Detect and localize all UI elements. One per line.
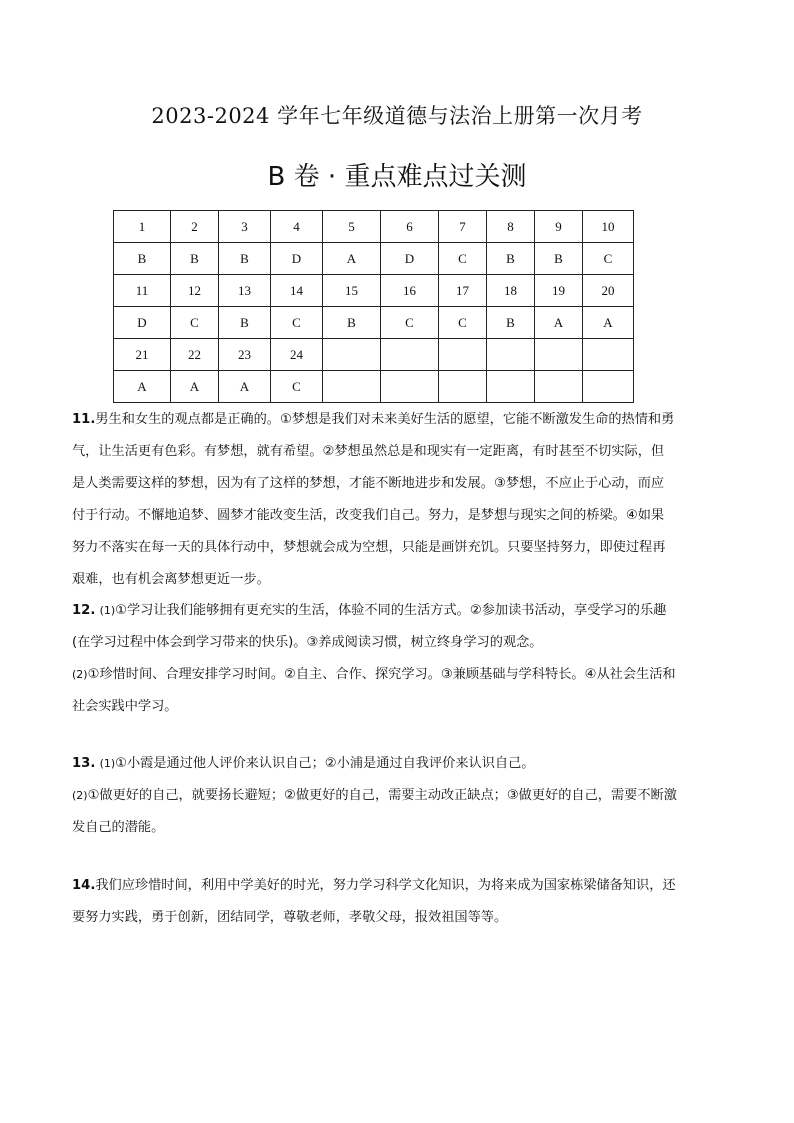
table-row — [114, 211, 634, 243]
table-cell: C — [271, 371, 323, 403]
question-number: 14. — [72, 878, 96, 893]
table-cell: 3 — [219, 211, 271, 243]
table-cell: 12 — [171, 275, 219, 307]
part-label: (1) — [99, 757, 116, 770]
table-row — [114, 371, 634, 403]
question-number: 11. — [72, 412, 96, 427]
exam-subtitle: B 卷 · 重点难点过关测 — [267, 162, 527, 192]
table-cell — [381, 339, 439, 371]
table-cell: 18 — [487, 275, 535, 307]
table-cell: C — [171, 307, 219, 339]
part-label: (2) — [72, 789, 88, 802]
question-number: 13. — [72, 756, 96, 771]
table-cell — [583, 371, 634, 403]
answer-text: ①做更好的自己，就要扬长避短；②做更好的自己，需要主动改正缺点；③做更好的自己，需要不断激发自己的潜能。 — [72, 788, 677, 835]
answer-text: ①小霞是通过他人评价来认识自己；②小浦是通过自我评价来认识自己。 — [115, 756, 535, 771]
table-cell — [535, 339, 583, 371]
table-cell — [583, 339, 634, 371]
table-cell: 15 — [323, 275, 381, 307]
table-cell: C — [271, 307, 323, 339]
answer-text: ①学习让我们能够拥有更充实的生活，体验不同的生活方式。②参加读书活动，享受学习的乐趣(在学习过程中体会到学习带来的快乐)。③养成阅读习惯，树立终身学习的观念。 — [72, 603, 667, 650]
table-cell: A — [219, 371, 271, 403]
table-cell: 19 — [535, 275, 583, 307]
table-cell: 1 — [114, 211, 171, 243]
part-label: (1) — [99, 604, 116, 617]
table-cell: B — [535, 243, 583, 275]
table-cell — [487, 371, 535, 403]
table-cell: B — [487, 307, 535, 339]
table-cell: 9 — [535, 211, 583, 243]
table-cell — [439, 339, 487, 371]
answer-table — [113, 210, 634, 403]
table-cell: 24 — [271, 339, 323, 371]
table-cell: B — [323, 307, 381, 339]
table-row — [114, 275, 634, 307]
answer-13 — [72, 748, 677, 844]
table-cell: C — [439, 243, 487, 275]
table-cell: 20 — [583, 275, 634, 307]
table-cell: 21 — [114, 339, 171, 371]
table-cell: 4 — [271, 211, 323, 243]
table-cell: 22 — [171, 339, 219, 371]
table-row — [114, 243, 634, 275]
table-cell: B — [114, 243, 171, 275]
table-cell: 11 — [114, 275, 171, 307]
table-cell: 13 — [219, 275, 271, 307]
answer-11 — [72, 404, 677, 596]
table-cell: C — [583, 243, 634, 275]
table-cell: A — [114, 371, 171, 403]
table-cell: A — [171, 371, 219, 403]
table-cell: C — [381, 307, 439, 339]
answer-12 — [72, 595, 677, 723]
table-cell: D — [381, 243, 439, 275]
table-cell: 16 — [381, 275, 439, 307]
answer-14 — [72, 870, 677, 934]
table-cell: C — [439, 307, 487, 339]
table-cell — [487, 339, 535, 371]
table-cell — [439, 371, 487, 403]
table-cell: 10 — [583, 211, 634, 243]
answer-text: ①珍惜时间、合理安排学习时间。②自主、合作、探究学习。③兼顾基础与学科特长。④从社会生活和社会实践中学习。 — [72, 667, 676, 714]
table-cell: D — [271, 243, 323, 275]
question-number: 12. — [72, 603, 96, 618]
table-cell — [381, 371, 439, 403]
table-cell: 23 — [219, 339, 271, 371]
table-cell: D — [114, 307, 171, 339]
answer-text: 男生和女生的观点都是正确的。①梦想是我们对未来美好生活的愿望，它能不断激发生命的热情和勇气，让生活更有色彩。有梦想，就有希望。②梦想虽然总是和现实有一定距离，有时甚至不切实际，但是人类需要这样的梦想，因为有了这样的梦想，才能不断地进步和发展。③梦想，不应止于心动，而应付于行动。不懈地追梦、圆梦才能改变生活，改变我们自己。努力，是梦想与现实之间的桥梁。④如果努力不落实在每一天的具体行动中，梦想就会成为空想，只能是画饼充饥。只要坚持努力，即使过程再艰难，也有机会离梦想更近一步。 — [72, 412, 675, 587]
table-cell: B — [219, 307, 271, 339]
table-cell: 2 — [171, 211, 219, 243]
table-row — [114, 307, 634, 339]
table-cell: A — [323, 243, 381, 275]
table-cell: B — [487, 243, 535, 275]
table-cell: 14 — [271, 275, 323, 307]
table-cell: A — [583, 307, 634, 339]
table-cell: B — [171, 243, 219, 275]
table-cell: B — [219, 243, 271, 275]
table-cell: 5 — [323, 211, 381, 243]
table-cell — [323, 371, 381, 403]
table-cell: 17 — [439, 275, 487, 307]
table-cell: 7 — [439, 211, 487, 243]
exam-title: 2023-2024 学年七年级道德与法治上册第一次月考 — [151, 104, 643, 128]
table-row — [114, 339, 634, 371]
table-cell: 6 — [381, 211, 439, 243]
part-label: (2) — [72, 668, 88, 681]
table-cell — [535, 371, 583, 403]
table-cell: A — [535, 307, 583, 339]
table-cell: 8 — [487, 211, 535, 243]
table-cell — [323, 339, 381, 371]
answer-text: 我们应珍惜时间，利用中学美好的时光，努力学习科学文化知识，为将来成为国家栋梁储备知识，还要努力实践，勇于创新，团结同学，尊敬老师，孝敬父母，报效祖国等等。 — [72, 878, 676, 925]
